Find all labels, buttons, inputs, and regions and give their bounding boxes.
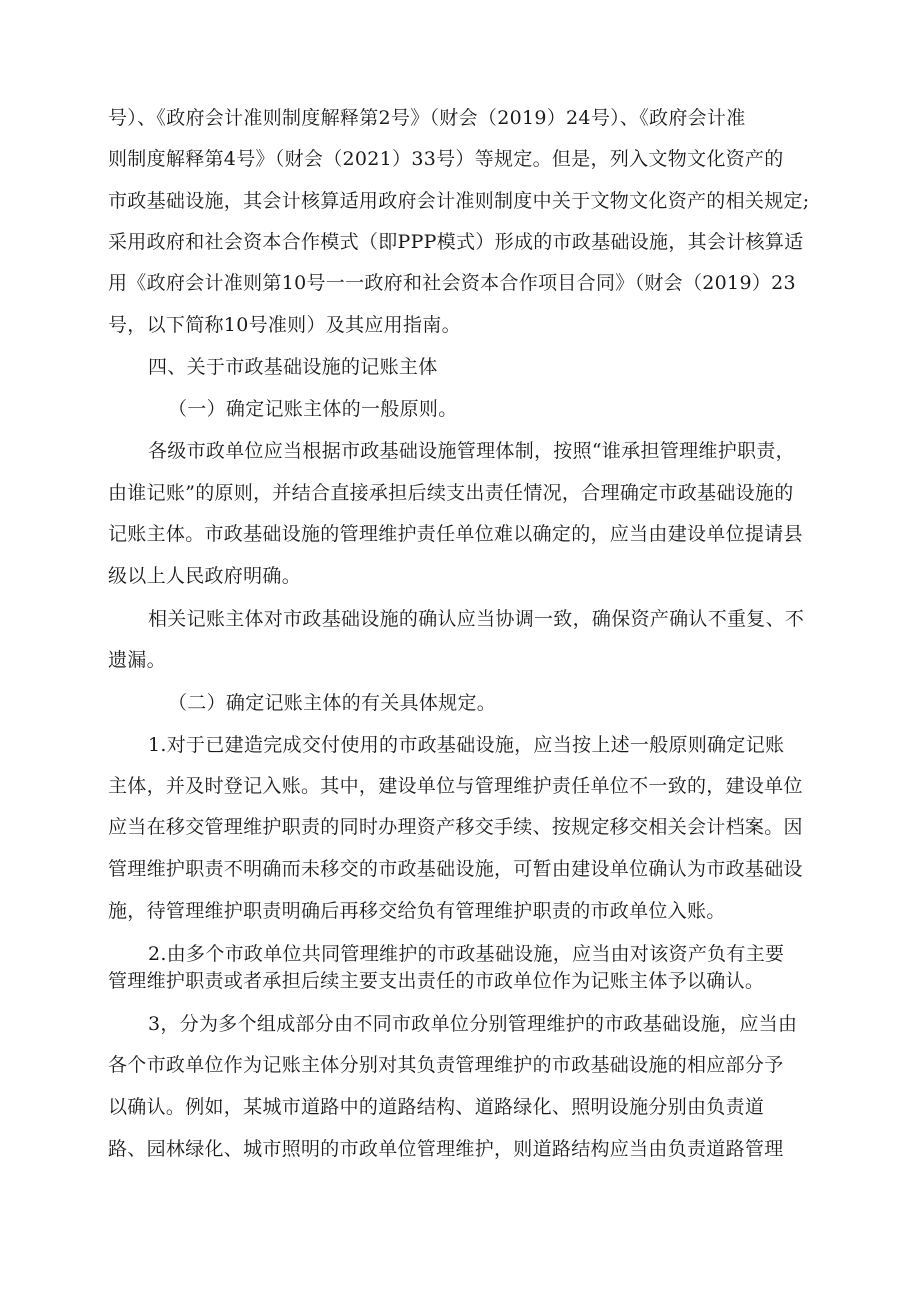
section-heading: 四、关于市政基础设施的记账主体 <box>148 356 438 378</box>
text-line: 级以上人民政府明确。 <box>108 565 302 587</box>
text-line: 则制度解释第4号》（财会（2021）33号）等规定。但是，列入文物文化资产的 <box>108 148 784 170</box>
text-line: 记账主体。市政基础设施的管理维护责任单位难以确定的，应当由建设单位提请县 <box>108 523 803 545</box>
text-line: 施，待管理维护职责明确后再移交给负有管理维护职责的市政单位入账。 <box>108 900 726 922</box>
text-line: 3，分为多个组成部分由不同市政单位分别管理维护的市政基础设施，应当由 <box>148 1013 798 1035</box>
subsection-heading: （一）确定记账主体的一般原则。 <box>168 398 458 420</box>
text-line: 路、园林绿化、城市照明的市政单位管理维护，则道路结构应当由负责道路管理 <box>108 1138 784 1160</box>
text-line: 相关记账主体对市政基础设施的确认应当协调一致，确保资产确认不重复、不 <box>148 608 805 630</box>
text-line: 号）、《政府会计准则制度解释第2号》（财会（2019）24号）、《政府会计准 <box>108 107 746 129</box>
text-line: 市政基础设施，其会计核算适用政府会计准则制度中关于文物文化资产的相关规定; <box>108 190 810 212</box>
text-line: 遗漏。 <box>108 649 166 671</box>
subsection-heading: （二）确定记账主体的有关具体规定。 <box>168 692 497 714</box>
text-line: 用《政府会计准则第10号一一政府和社会资本合作项目合同》（财会（2019）23 <box>108 272 796 294</box>
text-line: 管理维护职责或者承担后续主要支出责任的市政单位作为记账主体予以确认。 <box>108 970 765 992</box>
text-line: 各级市政单位应当根据市政基础设施管理体制，按照“谁承担管理维护职责， <box>148 440 795 462</box>
text-line: 采用政府和社会资本合作模式（即PPP模式）形成的市政基础设施，其会计核算适 <box>108 231 804 253</box>
text-line: 以确认。例如，某城市道路中的道路结构、道路绿化、照明设施分别由负责道 <box>108 1096 765 1118</box>
text-line: 2.由多个市政单位共同管理维护的市政基础设施，应当由对该资产负有主要 <box>148 943 785 965</box>
text-line: 管理维护职责不明确而未移交的市政基础设施，可暂由建设单位确认为市政基础设 <box>108 858 803 880</box>
text-line: 应当在移交管理维护职责的同时办理资产移交手续、按规定移交相关会计档案。因 <box>108 816 803 838</box>
text-line: 号，以下简称10号准则）及其应用指南。 <box>108 314 461 336</box>
text-line: 由谁记账”的原则，并结合直接承担后续支出责任情况，合理确定市政基础设施的 <box>108 482 794 504</box>
text-line: 1.对于已建造完成交付使用的市政基础设施，应当按上述一般原则确定记账 <box>148 734 785 756</box>
text-line: 主体，并及时登记入账。其中，建设单位与管理维护责任单位不一致的，建设单位 <box>108 775 803 797</box>
text-line: 各个市政单位作为记账主体分别对其负责管理维护的市政基础设施的相应部分予 <box>108 1054 784 1076</box>
